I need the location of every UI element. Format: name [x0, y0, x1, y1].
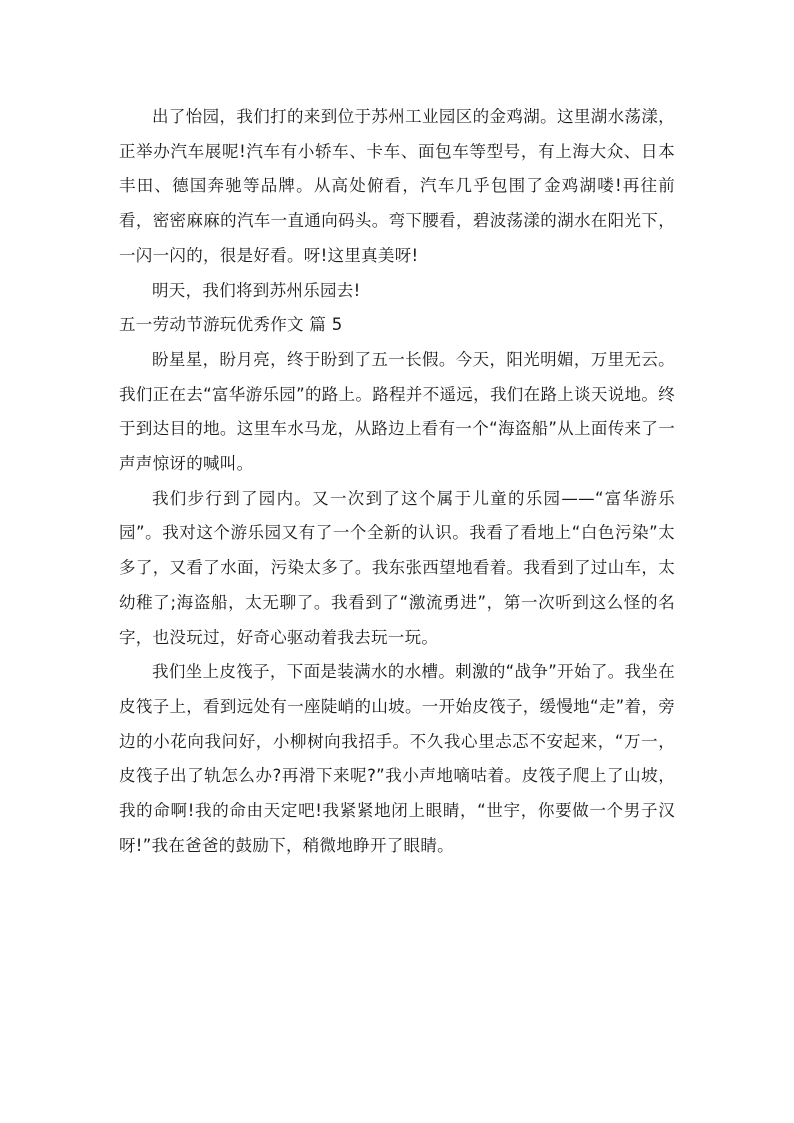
paragraph-raft: 我们坐上皮筏子，下面是装满水的水槽。刺激的“战争”开始了。我坐在皮筏子上，看到远处有一座陡峭的山坡。一开始皮筏子，缓慢地“走”着，旁边的小花向我问好，小柳树向我招手。不久我心里忐忑不安起来，“万一，皮筏子出了轨怎么办?再滑下来呢?”我小声地嘀咕着。皮筏子爬上了山坡，我的命啊!我的命由天定吧!我紧紧地闭上眼睛，“世宇，你要做一个男子汉呀!”我在爸爸的鼓励下，稍微地睁开了眼睛。 [119, 662, 675, 855]
essay-heading: 五一劳动节游玩优秀作文 篇 5 [119, 315, 343, 335]
paragraph-tomorrow: 明天，我们将到苏州乐园去! [152, 280, 361, 300]
paragraph-park: 我们步行到了园内。又一次到了这个属于儿童的乐园——“富华游乐园”。我对这个游乐园又有了一个全新的认识。我看了看地上“白色污染”太多了，又看了水面，污染太多了。我东张西望地看着。我看到了过山车，太幼稚了;海盗船，太无聊了。我看到了“激流勇进”，第一次听到这么怪的名字，也没玩过，好奇心驱动着我去玩一玩。 [119, 488, 675, 647]
paragraph-intro: 盼星星，盼月亮，终于盼到了五一长假。今天，阳光明媚，万里无云。我们正在去“富华游乐园”的路上。路程并不遥远，我们在路上谈天说地。终于到达目的地。这里车水马龙，从路边上看有一个“海盗船”从上面传来了一声声惊讶的喊叫。 [119, 349, 675, 474]
paragraph-jinji-lake: 出了怡园，我们打的来到位于苏州工业园区的金鸡湖。这里湖水荡漾，正举办汽车展呢!汽车有小轿车、卡车、面包车等型号，有上海大众、日本丰田、德国奔驰等品牌。从高处俯看，汽车几乎包围了金鸡湖喽!再往前看，密密麻麻的汽车一直通向码头。弯下腰看，碧波荡漾的湖水在阳光下，一闪一闪的，很是好看。呀!这里真美呀! [119, 107, 675, 265]
document-page [119, 100, 675, 863]
